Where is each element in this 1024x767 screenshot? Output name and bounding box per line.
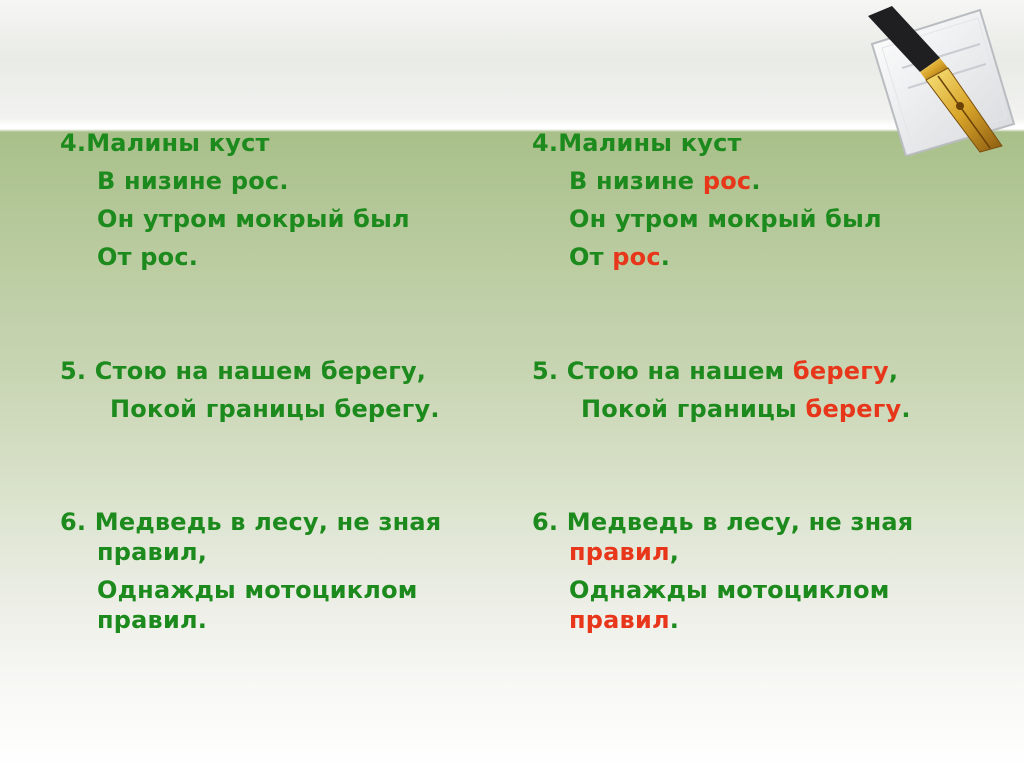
right-line-4: От рос. (569, 243, 671, 271)
right-line-7: 6. Медведь в лесу, не зная (532, 508, 914, 536)
highlight-word: рос (612, 243, 661, 271)
highlight-word: берегу (792, 357, 889, 385)
right-line-6: Покой границы берегу. (581, 395, 911, 423)
right-line-9: Однажды мотоциклом (569, 576, 890, 604)
right-line-1: 4.Малины куст (532, 129, 742, 157)
fountain-pen-icon (862, 6, 1022, 156)
left-line-5: 5. Стою на нашем берегу, (60, 357, 427, 385)
right-line-5: 5. Стою на нашем берегу, (532, 357, 899, 385)
highlight-word: берегу (805, 395, 902, 423)
right-line-10: правил. (569, 606, 680, 634)
left-line-8: правил, (97, 538, 208, 566)
right-line-8: правил, (569, 538, 680, 566)
left-line-7: 6. Медведь в лесу, не зная (60, 508, 442, 536)
highlight-word: рос (702, 167, 752, 195)
left-line-3: Он утром мокрый был (97, 205, 410, 233)
right-line-2: В низине рос. (569, 167, 761, 195)
highlight-word: правил (569, 606, 670, 634)
left-line-9: Однажды мотоциклом (97, 576, 418, 604)
left-line-6: Покой границы берегу. (110, 395, 440, 423)
right-line-3: Он утром мокрый был (569, 205, 882, 233)
left-line-4: От рос. (97, 243, 199, 271)
highlight-word: правил (569, 538, 670, 566)
left-line-2: В низине рос. (97, 167, 289, 195)
left-line-10: правил. (97, 606, 208, 634)
left-line-1: 4.Малины куст (60, 129, 270, 157)
